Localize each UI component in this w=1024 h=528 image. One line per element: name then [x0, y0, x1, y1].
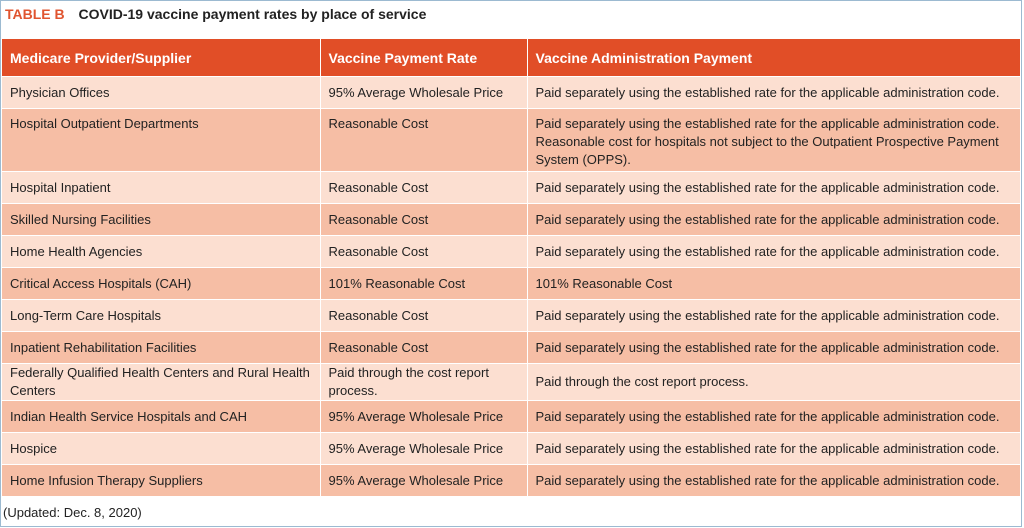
administration-payment-cell: Paid separately using the established rate for the applicable administration code. [527, 204, 1020, 236]
table-row [2, 465, 1020, 497]
payment-rate-cell: 95% Average Wholesale Price [320, 401, 527, 433]
table-row [2, 268, 1020, 300]
provider-cell: Hospice [2, 433, 320, 465]
administration-payment-cell: Paid separately using the established rate for the applicable administration code. [527, 77, 1020, 109]
provider-cell: Physician Offices [2, 77, 320, 109]
table-row [2, 77, 1020, 109]
payment-rates-table [2, 39, 1020, 497]
payment-rate-cell: Reasonable Cost [320, 236, 527, 268]
provider-cell: Home Health Agencies [2, 236, 320, 268]
payment-rate-cell: 95% Average Wholesale Price [320, 433, 527, 465]
column-header-payment-rate: Vaccine Payment Rate [320, 39, 527, 77]
provider-cell: Inpatient Rehabilitation Facilities [2, 332, 320, 364]
payment-rate-cell: Reasonable Cost [320, 300, 527, 332]
table-row [2, 204, 1020, 236]
provider-cell: Critical Access Hospitals (CAH) [2, 268, 320, 300]
table-row [2, 236, 1020, 268]
provider-cell: Hospital Inpatient [2, 172, 320, 204]
provider-cell: Home Infusion Therapy Suppliers [2, 465, 320, 497]
payment-rate-cell: Reasonable Cost [320, 332, 527, 364]
provider-cell: Long-Term Care Hospitals [2, 300, 320, 332]
administration-payment-cell: Paid separately using the established rate for the applicable administration code. [527, 332, 1020, 364]
administration-payment-cell: Paid separately using the established rate for the applicable administration code. [527, 172, 1020, 204]
administration-payment-cell: Paid separately using the established rate for the applicable administration code. [527, 300, 1020, 332]
provider-cell: Federally Qualified Health Centers and Rural Health Centers [2, 364, 320, 401]
column-header-administration-payment: Vaccine Administration Payment [527, 39, 1020, 77]
administration-payment-cell: Paid separately using the established rate for the applicable administration code. [527, 465, 1020, 497]
table-row [2, 332, 1020, 364]
table-row [2, 109, 1020, 172]
provider-cell: Skilled Nursing Facilities [2, 204, 320, 236]
payment-rate-cell: Paid through the cost report process. [320, 364, 527, 401]
table-title: COVID-19 vaccine payment rates by place of service [78, 6, 427, 22]
payment-table-wrapper [2, 39, 1020, 497]
administration-payment-cell: 101% Reasonable Cost [527, 268, 1020, 300]
administration-payment-cell: Paid separately using the established rate for the applicable administration code. [527, 236, 1020, 268]
column-header-provider: Medicare Provider/Supplier [2, 39, 320, 77]
table-row [2, 364, 1020, 401]
payment-rate-cell: Reasonable Cost [320, 204, 527, 236]
payment-rate-cell: 95% Average Wholesale Price [320, 77, 527, 109]
provider-cell: Hospital Outpatient Departments [2, 109, 320, 172]
table-row [2, 433, 1020, 465]
table-tag: TABLE B [5, 6, 65, 22]
table-row [2, 401, 1020, 433]
provider-cell: Indian Health Service Hospitals and CAH [2, 401, 320, 433]
administration-payment-cell: Paid separately using the established rate for the applicable administration code. Reasonable cost for hospitals not subject to the Outpatient Prospective Payment System (OPPS). [527, 109, 1020, 172]
payment-rate-cell: 101% Reasonable Cost [320, 268, 527, 300]
payment-rate-cell: Reasonable Cost [320, 172, 527, 204]
payment-rate-cell: 95% Average Wholesale Price [320, 465, 527, 497]
table-header-row [2, 39, 1020, 77]
payment-rate-cell: Reasonable Cost [320, 109, 527, 172]
table-row [2, 300, 1020, 332]
administration-payment-cell: Paid separately using the established rate for the applicable administration code. [527, 401, 1020, 433]
update-footnote: (Updated: Dec. 8, 2020) [3, 505, 142, 520]
table-row [2, 172, 1020, 204]
administration-payment-cell: Paid through the cost report process. [527, 364, 1020, 401]
table-caption [5, 4, 426, 24]
administration-payment-cell: Paid separately using the established rate for the applicable administration code. [527, 433, 1020, 465]
